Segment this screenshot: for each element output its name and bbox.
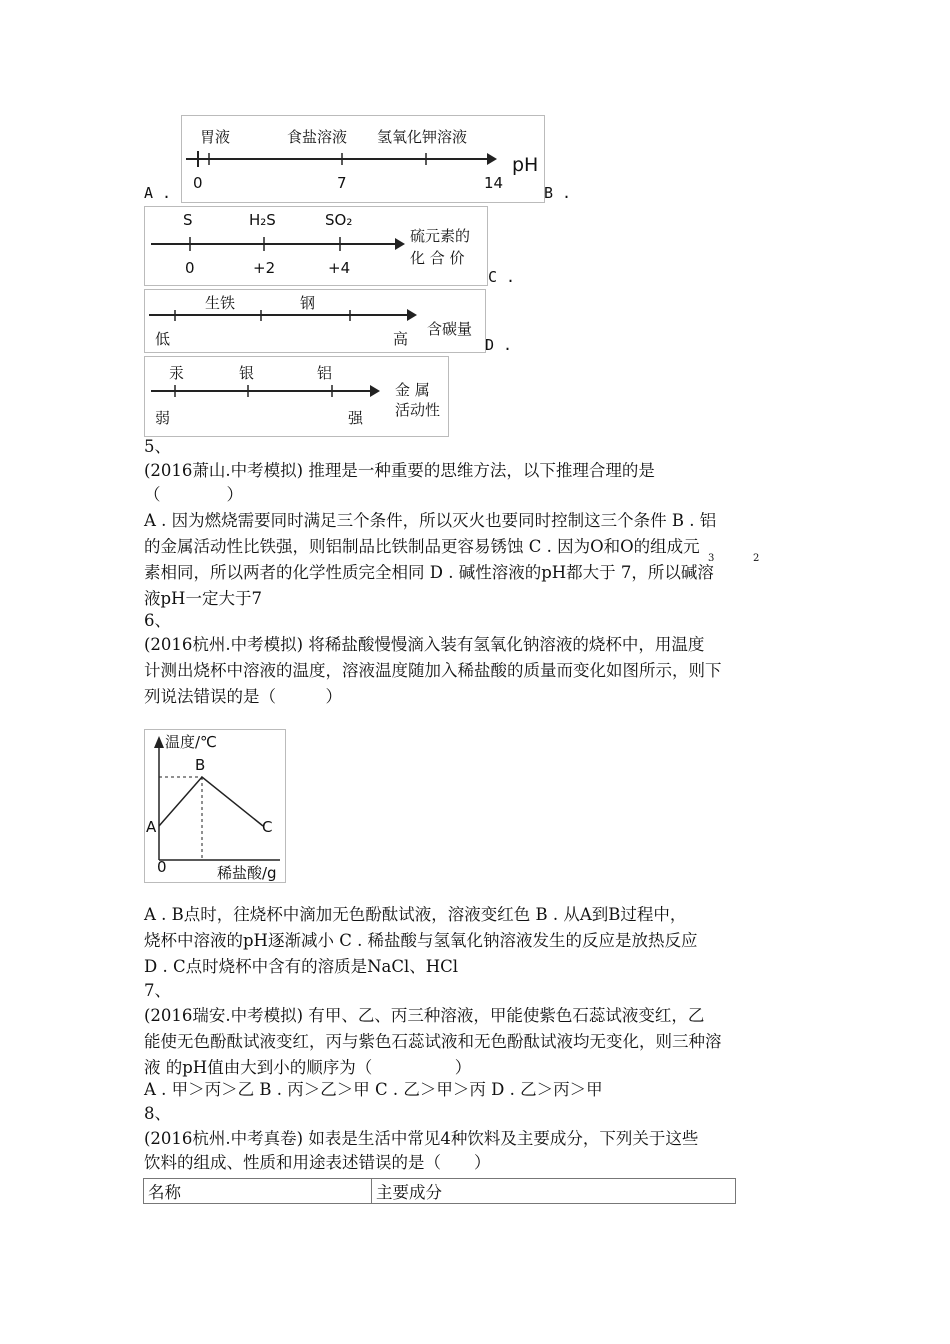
label-strong: 强: [348, 409, 364, 427]
graph-x-label: 稀盐酸/g: [217, 864, 277, 882]
table-header-row: [144, 1179, 736, 1204]
graph-point-b: B: [195, 756, 206, 774]
figure-c-carbon-content: [144, 289, 486, 353]
q5-line-1: (2016萧山.中考模拟) 推理是一种重要的思维方法，以下推理合理的是: [144, 461, 655, 480]
label-low: 低: [155, 330, 171, 348]
option-a-letter: A .: [144, 184, 172, 202]
q6-line-2: 计测出烧杯中溶液的温度，溶液温度随加入稀盐酸的质量而变化如图所示，则下: [144, 661, 722, 680]
figure-a-ph-scale: [181, 115, 545, 203]
figure-d-metal-activity: [144, 356, 449, 437]
q5-line-2: （ ）: [144, 485, 243, 504]
label-h2s: H₂S: [249, 211, 276, 229]
label-s: S: [183, 211, 193, 229]
tick-7: 7: [337, 174, 347, 192]
q5-sup-2: 2: [753, 553, 760, 564]
figure-b-sulfur-valence: [144, 206, 488, 286]
q7-line-3: 液 的pH值由大到小的顺序为（ ）: [144, 1058, 472, 1077]
axis-ph: pH: [512, 154, 539, 176]
q6-number: 6、: [144, 611, 171, 630]
label-steel: 钢: [300, 294, 316, 312]
label-gastric-juice: 胃液: [200, 128, 231, 146]
q6-line-1: (2016杭州.中考模拟) 将稀盐酸慢慢滴入装有氢氧化钠溶液的烧杯中，用温度: [144, 635, 705, 654]
q6-answer-1: A . B点时，往烧杯中滴加无色酚酞试液，溶液变红色 B . 从A到B过程中，: [144, 905, 687, 924]
header-main-ingredients: 主要成分: [372, 1179, 736, 1204]
graph-point-a: A: [146, 818, 157, 836]
valence-axis-graphic: [145, 207, 487, 285]
header-name: 名称: [144, 1179, 372, 1204]
label-mercury: 汞: [169, 364, 185, 382]
axis-valence-2: 化 合 价: [410, 249, 465, 267]
label-weak: 弱: [155, 409, 171, 427]
label-high: 高: [393, 330, 409, 348]
q7-options: A . 甲＞丙＞乙 B . 丙＞乙＞甲 C . 乙＞甲＞丙 D . 乙＞丙＞甲: [144, 1080, 603, 1099]
q8-line-1: (2016杭州.中考真卷) 如表是生活中常见4种饮料及主要成分，下列关于这些: [144, 1129, 699, 1148]
tick-val-2: +2: [253, 259, 276, 277]
option-b-letter: B .: [544, 184, 572, 202]
q7-line-1: (2016瑞安.中考模拟) 有甲、乙、丙三种溶液，甲能使紫色石蕊试液变红，乙: [144, 1006, 705, 1025]
graph-origin: 0: [157, 858, 167, 876]
axis-carbon: 含碳量: [427, 320, 473, 338]
tick-14: 14: [484, 174, 504, 192]
q5-line-6: 液pH一定大于7: [144, 589, 262, 608]
graph-y-label: 温度/℃: [165, 733, 217, 751]
label-salt-solution: 食盐溶液: [287, 128, 348, 146]
q5-line-3: A . 因为燃烧需要同时满足三个条件，所以灭火也要同时控制这三个条件 B . 铝: [144, 511, 717, 530]
label-koh-solution: 氢氧化钾溶液: [377, 128, 468, 146]
label-pig-iron: 生铁: [205, 294, 236, 312]
tick-val-4: +4: [328, 259, 351, 277]
label-silver: 银: [239, 364, 255, 382]
graph-point-c: C: [262, 818, 273, 836]
axis-activity-1: 金 属: [395, 381, 430, 399]
tick-0: 0: [193, 174, 203, 192]
q7-number: 7、: [144, 981, 171, 1000]
option-d-letter: D .: [485, 336, 513, 354]
q5-line-5: 素相同，所以两者的化学性质完全相同 D . 碱性溶液的pH都大于 7，所以碱溶: [144, 563, 714, 582]
q8-line-2: 饮料的组成、性质和用途表述错误的是（ ）: [144, 1153, 491, 1172]
q6-answer-2: 烧杯中溶液的pH逐渐减小 C . 稀盐酸与氢氧化钠溶液发生的反应是放热反应: [144, 931, 698, 950]
label-so2: SO₂: [325, 211, 353, 229]
q6-answer-3: D . C点时烧杯中含有的溶质是NaCl、HCl: [144, 957, 459, 976]
label-aluminum: 铝: [317, 364, 333, 382]
beverage-table: [143, 1178, 736, 1204]
option-c-letter: C .: [488, 268, 516, 286]
q6-line-3: 列说法错误的是（ ）: [144, 687, 342, 706]
q5-number: 5、: [144, 437, 171, 456]
q5-sup-3: 3: [708, 553, 715, 564]
q5-line-4: 的金属活动性比铁强，则铝制品比铁制品更容易锈蚀 C . 因为O和O的组成元: [144, 537, 700, 556]
temperature-graph: [144, 729, 286, 883]
q8-number: 8、: [144, 1104, 171, 1123]
axis-valence-1: 硫元素的: [410, 227, 471, 245]
tick-val-0: 0: [185, 259, 195, 277]
axis-activity-2: 活动性: [395, 401, 441, 419]
q7-line-2: 能使无色酚酞试液变红，丙与紫色石蕊试液和无色酚酞试液均无变化，则三种溶: [144, 1032, 722, 1051]
